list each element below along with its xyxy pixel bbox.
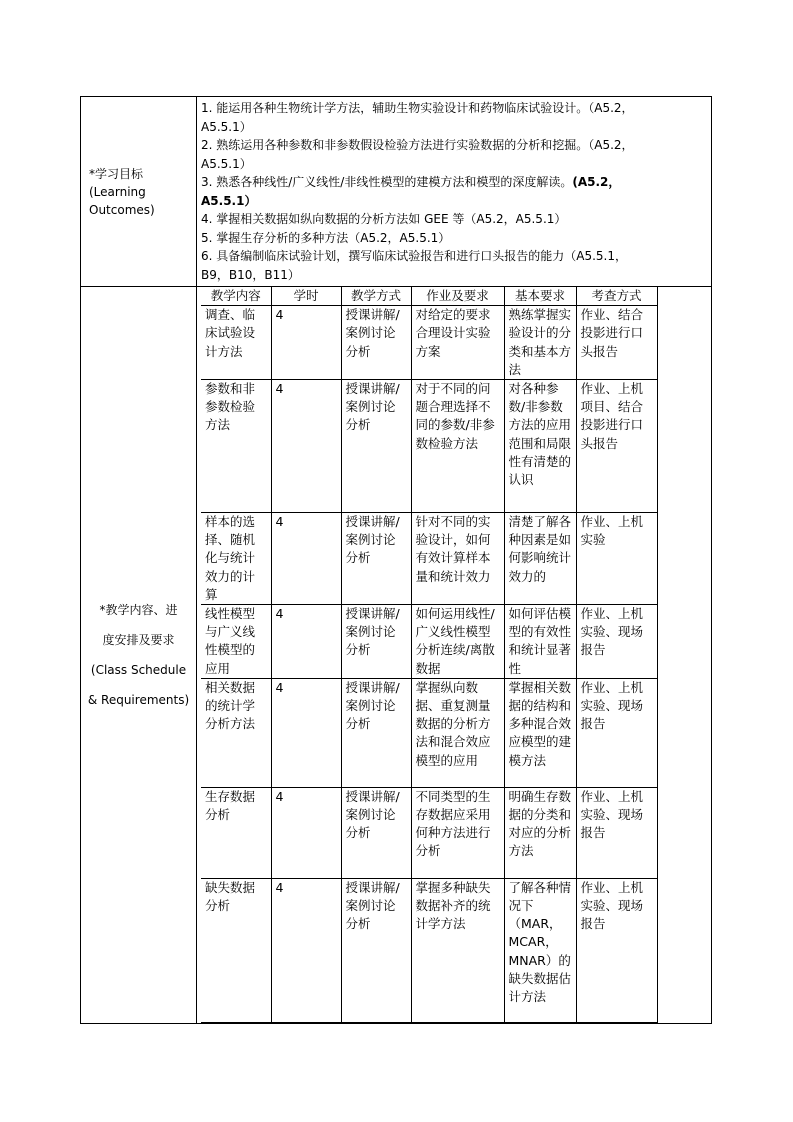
schedule-label-line: (Class Schedule (90, 662, 187, 677)
outcome-line: A5.5.1） (201, 193, 257, 208)
table-row (201, 513, 657, 605)
table-cell: 作业、上机项目、结合投影进行口头报告 (576, 380, 657, 513)
table-row (201, 605, 657, 679)
table-cell: 授课讲解/案例讨论分析 (341, 513, 411, 605)
table-cell: 熟练掌握实验设计的分类和基本方法 (504, 306, 576, 380)
table-cell: 缺失数据分析 (201, 878, 271, 1022)
table-row (201, 678, 657, 787)
schedule-table (201, 287, 658, 1023)
outcomes-label-line: (Learning (89, 184, 146, 199)
table-cell: 作业、上机实验、现场报告 (576, 605, 657, 679)
schedule-label (81, 287, 197, 1024)
schedule-label-line: *教学内容、进 (99, 602, 178, 617)
table-cell: 授课讲解/案例讨论分析 (341, 787, 411, 878)
header-cell: 基本要求 (504, 287, 576, 306)
table-cell: 如何评估模型的有效性和统计显著性 (504, 605, 576, 679)
schedule-header-row (201, 287, 657, 306)
table-cell: 对于不同的问题合理选择不同的参数/非参数检验方法 (411, 380, 504, 513)
schedule-body (201, 306, 657, 1023)
schedule-row (81, 287, 712, 1024)
outcome-line: 5. 掌握生存分析的多种方法（A5.2，A5.5.1） (201, 230, 451, 245)
header-cell: 教学方式 (341, 287, 411, 306)
table-cell: 清楚了解各种因素是如何影响统计效力的 (504, 513, 576, 605)
table-cell: 4 (271, 605, 341, 679)
table-cell: 不同类型的生存数据应采用何种方法进行分析 (411, 787, 504, 878)
schedule-cell (197, 287, 712, 1024)
table-cell: 4 (271, 306, 341, 380)
table-row (201, 787, 657, 878)
table-cell: 掌握多种缺失数据补齐的统计学方法 (411, 878, 504, 1022)
outcomes-row (81, 97, 712, 287)
table-row (201, 380, 657, 513)
table-cell: 对各种参数/非参数方法的应用范围和局限性有清楚的认识 (504, 380, 576, 513)
table-cell: 掌握相关数据的结构和多种混合效应模型的建模方法 (504, 678, 576, 787)
table-cell: 生存数据分析 (201, 787, 271, 878)
schedule-label-line: 度安排及要求 (102, 632, 175, 647)
table-row (201, 306, 657, 380)
table-cell: 4 (271, 380, 341, 513)
table-cell: 样本的选择、随机化与统计效力的计算 (201, 513, 271, 605)
table-cell: 参数和非参数检验方法 (201, 380, 271, 513)
table-cell: 授课讲解/案例讨论分析 (341, 380, 411, 513)
outcomes-label-line: *学习目标 (89, 166, 144, 181)
table-cell: 授课讲解/案例讨论分析 (341, 878, 411, 1022)
header-cell: 考查方式 (576, 287, 657, 306)
table-cell: 作业、结合投影进行口头报告 (576, 306, 657, 380)
table-cell: 4 (271, 787, 341, 878)
table-cell: 作业、上机实验 (576, 513, 657, 605)
outcomes-label-line: Outcomes) (89, 202, 155, 217)
table-row (201, 878, 657, 1022)
outcome-line: 2. 熟练运用各种参数和非参数假设检验方法进行实验数据的分析和挖掘。（A5.2， (201, 138, 634, 152)
table-cell: 了解各种情况下（MAR，MCAR，MNAR）的缺失数据估计方法 (504, 878, 576, 1022)
header-cell: 教学内容 (201, 287, 271, 306)
header-cell: 学时 (271, 287, 341, 306)
table-cell: 4 (271, 878, 341, 1022)
table-cell: 4 (271, 513, 341, 605)
table-cell: 明确生存数据的分类和对应的分析方法 (504, 787, 576, 878)
outcome-line: A5.5.1） (201, 119, 252, 134)
table-cell: 作业、上机实验、现场报告 (576, 787, 657, 878)
table-cell: 对给定的要求合理设计实验方案 (411, 306, 504, 380)
table-cell: 掌握纵向数据、重复测量数据的分析方法和混合效应模型的应用 (411, 678, 504, 787)
table-cell: 作业、上机实验、现场报告 (576, 878, 657, 1022)
outcome-line: A5.5.1） (201, 156, 252, 171)
outcomes-list (197, 97, 712, 287)
outcome-line: B9，B10，B11） (201, 267, 300, 282)
table-cell: 调查、临床试验设计方法 (201, 306, 271, 380)
table-cell: 相关数据的统计学分析方法 (201, 678, 271, 787)
outcome-line: 3. 熟悉各种线性/广义线性/非线性模型的建模方法和模型的深度解读。(A5.2， (201, 175, 621, 189)
table-cell: 作业、上机实验、现场报告 (576, 678, 657, 787)
table-cell: 4 (271, 678, 341, 787)
header-cell: 作业及要求 (411, 287, 504, 306)
outcomes-label (81, 97, 197, 287)
table-cell: 授课讲解/案例讨论分析 (341, 678, 411, 787)
table-cell: 针对不同的实验设计，如何有效计算样本量和统计效力 (411, 513, 504, 605)
table-cell: 授课讲解/案例讨论分析 (341, 306, 411, 380)
outcome-line: 6. 具备编制临床试验计划，撰写临床试验报告和进行口头报告的能力（A5.5.1， (201, 249, 628, 263)
table-cell: 线性模型与广义线性模型的应用 (201, 605, 271, 679)
table-cell: 授课讲解/案例讨论分析 (341, 605, 411, 679)
syllabus-table (80, 96, 712, 1024)
schedule-label-line: & Requirements) (87, 692, 190, 707)
table-cell: 如何运用线性/广义线性模型分析连续/离散数据 (411, 605, 504, 679)
outcome-line: 1. 能运用各种生物统计学方法，辅助生物实验设计和药物临床试验设计。（A5.2， (201, 101, 634, 115)
outcome-line: 4. 掌握相关数据如纵向数据的分析方法如 GEE 等（A5.2，A5.5.1） (201, 212, 567, 226)
